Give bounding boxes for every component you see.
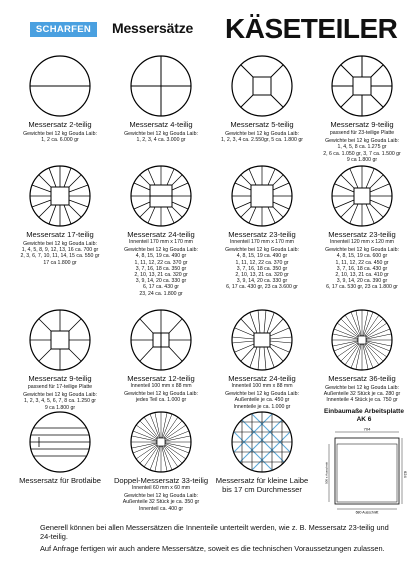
weight-line: 3, 7, 16, 18 ca. 350 gr: [135, 265, 187, 272]
cell-dimension: Innenteil 170 mm x 170 mm: [229, 239, 294, 245]
cell-title: Messersatz 2-teilig: [28, 120, 92, 129]
weight-line: Gewichte bei 12 kg Gouda Laib:: [124, 493, 198, 500]
page-subtitle: Messersätze: [112, 20, 194, 36]
weight-line: 1, 4, 5, 8, 9, 12, 13, 16 ca. 700 gr: [21, 247, 99, 254]
cell-5-teilig: [210, 54, 314, 143]
cell-title: Messersatz 9-teilig: [28, 374, 92, 383]
cell-title: Messersatz 36-teilig: [328, 374, 396, 383]
cell-title: Messersatz 24-teilig: [228, 374, 296, 383]
kit-drawing: [323, 408, 408, 519]
weight-line: 2, 6 ca. 1.050 gr, 3, 7 ca. 1.500 gr: [323, 150, 401, 157]
kit-plan: [323, 424, 408, 515]
diagram-24-teilig-b: [230, 308, 294, 372]
weight-line: Außenteile je ca. 450 gr: [234, 397, 290, 404]
dim-left: 500 x Ausschnitt: [324, 462, 329, 484]
cell-12-teilig: [109, 308, 213, 404]
weight-line: Gewichte bei 12 kg Gouda Laib:: [23, 392, 97, 399]
cell-title: Messersatz 5-teilig: [230, 120, 294, 129]
header: [0, 0, 417, 48]
weight-line: Gewichte bei 12 kg Gouda Laib:: [325, 247, 399, 254]
weight-line: 2, 10, 13, 21 ca. 410 gr: [335, 272, 389, 279]
footer-note-2: Auf Anfrage fertigen wir auch andere Messersätze, soweit es die technischen Voraussetzungen zulassen.: [40, 544, 385, 553]
weight-line: 1, 11, 12, 22 ca. 370 gr: [134, 259, 188, 266]
weight-line: Außenteile 32 Stück je ca. 350 gr: [122, 499, 200, 506]
weight-line: Gewichte bei 12 kg Gouda Laib:: [225, 391, 299, 398]
weight-line: 1, 11, 12, 22 ca. 450 gr: [335, 259, 389, 266]
weight-line: Gewichte bei 12 kg Gouda Laib:: [325, 138, 399, 145]
weight-line: 9 ca 1.800 gr: [346, 156, 378, 163]
cell-dimension: Innenteil 170 mm x 170 mm: [128, 239, 193, 245]
weight-line: 6, 17 ca. 430 gr, 23 ca 3.600 gr: [226, 284, 298, 291]
cell-title: Messersatz 23-teilig: [328, 230, 396, 239]
diagram-23-teilig-120: [330, 164, 394, 228]
weight-line: 17 ca 1.800 gr: [43, 259, 77, 266]
diagram-12-teilig: [129, 308, 193, 372]
weight-line: Gewichte bei 12 kg Gouda Laib:: [124, 247, 198, 254]
weight-line: 23, 24 ca. 1.800 gr: [139, 290, 183, 297]
weight-line: 4, 8, 15, 19 ca. 490 gr: [236, 253, 288, 260]
weight-line: 4, 8, 15, 19 ca. 600 gr: [336, 253, 388, 260]
cell-36-teilig: [310, 308, 414, 404]
cell-dimension: Innenteil 60 mm x 60 mm: [131, 485, 191, 491]
diagram-doppel-33-teilig: [129, 410, 193, 474]
diagram-kleine-laibe: [230, 410, 294, 474]
weight-line: 1, 2 ca. 6.000 gr: [41, 137, 79, 144]
weight-line: 3, 7, 16, 18 ca. 350 gr: [236, 265, 288, 272]
weight-line: Gewichte bei 12 kg Gouda Laib:: [325, 385, 399, 391]
diagram-brotlaibe: [28, 410, 92, 474]
kit-title: Einbaumaße Arbeitsplatte AK 6: [324, 408, 404, 423]
weight-line: jedes Teil ca. 1.000 gr: [135, 397, 187, 404]
weight-line: 9 ca 1.800 gr: [44, 404, 76, 411]
cell-title: Messersatz 9-teilig: [330, 120, 394, 129]
cell-brotlaibe: [8, 410, 112, 485]
weight-line: 1, 4, 5, 8 ca. 1.275 gr: [337, 144, 387, 151]
weight-line: 2, 10, 13, 21 ca. 320 gr: [235, 272, 289, 279]
cell-title: Messersatz für kleine Laibe bis 17 cm Durchmesser: [215, 476, 309, 494]
weight-line: 1, 2, 3, 4 ca. 3.000 gr: [136, 137, 186, 144]
weight-line: 3, 9, 14, 20 ca. 330 gr: [135, 278, 187, 285]
brand-logo: SCHARFEN: [30, 22, 97, 37]
weight-line: 3, 9, 14, 20 ca. 330 gr: [236, 278, 288, 285]
diagram-24-teilig-a: [129, 164, 193, 228]
cell-title: Messersatz 17-teilig: [26, 230, 94, 239]
cell-dimension: Innenteil 120 mm x 120 mm: [329, 239, 394, 245]
cell-title: Messersatz 23-teilig: [228, 230, 296, 239]
weight-line: Gewichte bei 12 kg Gouda Laib:: [225, 131, 299, 137]
weight-line: Gewichte bei 12 kg Gouda Laib:: [23, 241, 97, 247]
diagram-4-teilig: [129, 54, 193, 118]
weight-line: 3, 7, 16, 18 ca. 430 gr: [336, 265, 388, 272]
weight-line: 2, 10, 13, 21 ca. 320 gr: [134, 272, 188, 279]
weight-line: Außenteile 32 Stück je ca. 280 gr: [323, 391, 401, 398]
diagram-17-teilig: [28, 164, 92, 228]
weight-line: Gewichte bei 12 kg Gouda Laib:: [124, 131, 198, 137]
footer: [40, 523, 400, 556]
cell-title: Messersatz 24-teilig: [127, 230, 195, 239]
diagram-2-teilig: [28, 54, 92, 118]
diagram-23-teilig-170: [230, 164, 294, 228]
diagram-9-teilig-23: [330, 54, 394, 118]
weight-line: 2, 3, 6, 7, 10, 11, 14, 15 ca. 550 gr: [20, 253, 100, 260]
weight-line: Gewichte bei 12 kg Gouda Laib:: [23, 131, 97, 137]
cell-24-teilig-b: [210, 308, 314, 410]
weight-line: 1, 2, 3, 4, 5, 6, 7, 8 ca. 1.250 gr: [23, 398, 97, 405]
weight-line: 1, 2, 3, 4 ca. 2.550gr, 5 ca. 1.800 gr: [221, 137, 303, 144]
page-title: KÄSETEILER: [225, 13, 398, 44]
cell-9-teilig-17: [8, 308, 112, 411]
diagram-5-teilig: [230, 54, 294, 118]
cell-title: Messersatz 12-teilig: [127, 374, 195, 383]
cell-2-teilig: [8, 54, 112, 143]
cell-dimension: Innenteil 100 mm x 88 mm: [231, 383, 293, 389]
dim-top: 704: [363, 426, 371, 432]
weight-line: 4, 8, 15, 19 ca. 490 gr: [135, 253, 187, 260]
weight-line: Gewichte bei 12 kg Gouda Laib:: [124, 391, 198, 398]
weight-line: Innenteile 4 Stück je ca. 750 gr: [326, 397, 398, 404]
weight-line: 3, 9, 14, 20 ca. 390 gr: [336, 278, 388, 285]
weight-line: Gewichte bei 12 kg Gouda Laib:: [225, 247, 299, 254]
cell-9-teilig-23: [310, 54, 414, 163]
weight-line: 1, 11, 12, 22 ca. 370 gr: [235, 259, 289, 266]
dim-bottom: 680 Ausschnitt: [355, 510, 379, 515]
weight-line: 6, 17 ca. 530 gr, 23 ca 1.800 gr: [326, 284, 398, 291]
cell-title: Messersatz 4-teilig: [129, 120, 193, 129]
cell-doppel-33-teilig: [109, 410, 213, 512]
cell-4-teilig: [109, 54, 213, 143]
dim-right: 624: [403, 471, 408, 478]
cell-dimension: Innenteil 100 mm x 88 mm: [130, 383, 192, 389]
diagram-9-teilig-17: [28, 308, 92, 372]
cell-24-teilig-a: [109, 164, 213, 297]
cell-note: passend für 17-teilige Platte: [27, 384, 93, 390]
weight-line: 6, 17 ca. 430 gr: [142, 284, 180, 291]
cell-title: Messersatz für Brotlaibe: [19, 476, 101, 485]
weight-line: Innenteile je ca. 1.000 gr: [233, 403, 291, 410]
cell-kleine-laibe: [210, 410, 314, 494]
weight-line: Innenteil ca. 400 gr: [138, 505, 184, 512]
footer-note-1: Generell können bei allen Messersätzen die Innenteile unterteilt werden, wie z. B. Messersatz 23-teilig und 24-teilig.: [40, 523, 389, 541]
cell-23-teilig-170: [210, 164, 314, 291]
diagram-36-teilig: [330, 308, 394, 372]
cell-title: Doppel-Messersatz 33-teilig: [113, 476, 209, 485]
cell-note: passend für 23-teilige Platte: [329, 130, 395, 136]
cell-23-teilig-120: [310, 164, 414, 291]
cell-17-teilig: [8, 164, 112, 266]
